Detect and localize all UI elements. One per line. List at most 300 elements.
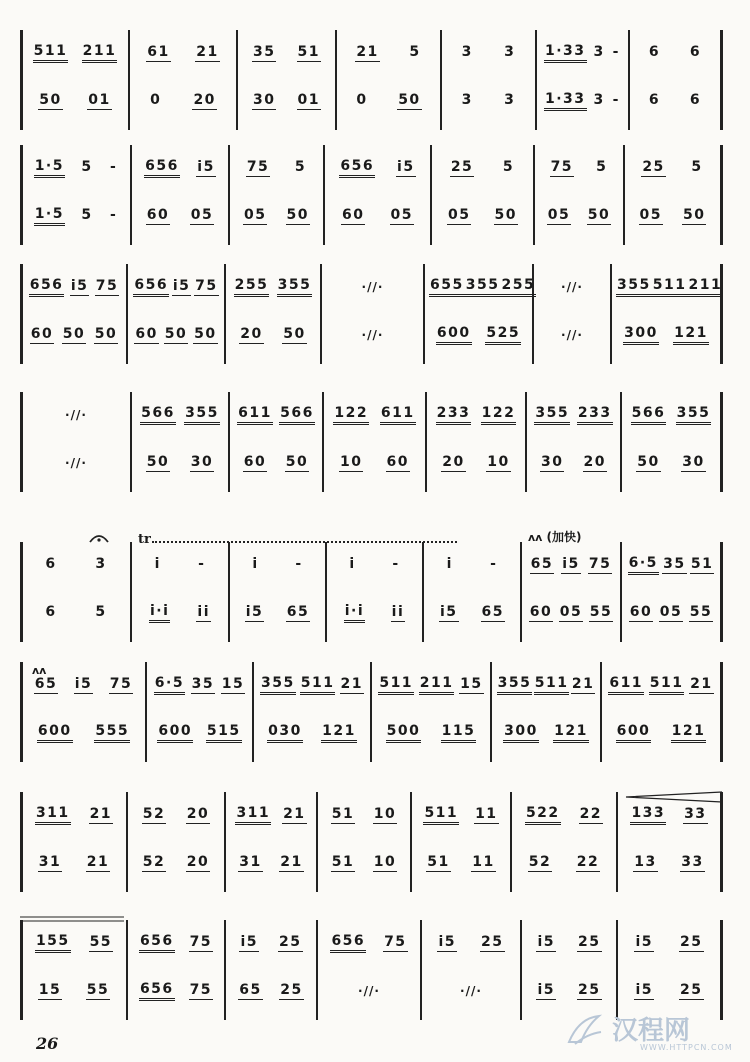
note-group: 566 bbox=[279, 406, 315, 425]
note-group: i5 bbox=[562, 555, 580, 572]
note-group: 10 bbox=[340, 453, 363, 470]
measure bbox=[376, 672, 486, 698]
note-group: 511 bbox=[423, 806, 459, 825]
note-group: 50 bbox=[39, 91, 62, 108]
note-group: 75 bbox=[550, 158, 574, 175]
note-group: 50 bbox=[398, 91, 421, 108]
note-group: 21 bbox=[86, 853, 110, 870]
measure bbox=[326, 274, 419, 300]
note-group: 35 bbox=[191, 675, 215, 692]
note-group: 51 bbox=[331, 853, 355, 870]
note-group: 121 bbox=[673, 326, 709, 345]
note-group: 60 bbox=[135, 325, 158, 342]
upper-voice bbox=[20, 274, 723, 300]
note-group: 25 bbox=[578, 933, 601, 950]
note-group: i5 bbox=[397, 158, 415, 175]
note-group: 60 bbox=[30, 325, 54, 342]
measure bbox=[134, 40, 232, 66]
measure bbox=[136, 450, 224, 476]
note-group: 10 bbox=[373, 853, 397, 870]
note-group: 60 bbox=[629, 603, 653, 620]
note-group: 6 bbox=[689, 92, 702, 108]
measure bbox=[429, 322, 528, 348]
measure bbox=[446, 88, 531, 114]
lower-voice bbox=[20, 450, 720, 476]
note-group: 656 bbox=[339, 159, 375, 178]
note-group: 121 bbox=[553, 724, 589, 743]
measure bbox=[132, 274, 220, 300]
measure bbox=[328, 402, 421, 428]
note-group: 30 bbox=[253, 91, 276, 108]
note-group: 50 bbox=[286, 206, 309, 223]
measure bbox=[26, 155, 126, 181]
note-group: 566 bbox=[140, 406, 176, 425]
note-group: 1·5 bbox=[34, 159, 65, 178]
note-group: 22 bbox=[576, 853, 600, 870]
measure bbox=[496, 720, 596, 746]
note-group: 6·5 bbox=[154, 676, 185, 695]
note-group: 10 bbox=[373, 805, 397, 822]
measure bbox=[242, 40, 331, 66]
note-group: 25 bbox=[279, 933, 302, 950]
measure bbox=[616, 322, 716, 348]
note-group: 21 bbox=[89, 805, 113, 822]
note-group: 50 bbox=[194, 325, 217, 342]
measure bbox=[136, 203, 224, 229]
note-group: 656 bbox=[139, 934, 175, 953]
note-group: i5 bbox=[439, 603, 458, 620]
upper-voice bbox=[20, 155, 720, 181]
measure bbox=[341, 88, 436, 114]
measure bbox=[538, 274, 606, 300]
note-group: 122 bbox=[481, 406, 517, 425]
note-group: i5 bbox=[197, 158, 215, 175]
note-group: 10 bbox=[487, 453, 510, 470]
note-group: 60 bbox=[386, 453, 409, 470]
note-group: 52 bbox=[142, 805, 166, 822]
measure bbox=[230, 850, 312, 876]
note-group: 25 bbox=[680, 981, 703, 998]
score-system bbox=[20, 28, 720, 133]
measure bbox=[539, 155, 619, 181]
measure bbox=[426, 930, 516, 956]
note-group: 01 bbox=[297, 91, 320, 108]
measure bbox=[26, 978, 122, 1004]
note-group: 3 bbox=[593, 44, 605, 60]
note-group: 05 bbox=[448, 206, 471, 223]
upper-voice bbox=[20, 802, 720, 828]
measure bbox=[322, 978, 416, 1004]
note-group: 6 bbox=[45, 556, 57, 572]
note-group: 511 bbox=[534, 676, 570, 695]
measure bbox=[516, 850, 612, 876]
note-group: 60 bbox=[146, 206, 170, 223]
note-group: 50 bbox=[285, 453, 309, 470]
note-group: ii bbox=[197, 603, 210, 620]
measure bbox=[541, 88, 624, 114]
note-group: 515 bbox=[206, 724, 242, 743]
note-group: 65 bbox=[481, 603, 504, 620]
note-group: 5 bbox=[294, 159, 307, 175]
lower-voice bbox=[20, 978, 720, 1004]
measure bbox=[26, 274, 122, 300]
note-group: 355 bbox=[534, 406, 570, 425]
note-group: i5 bbox=[240, 933, 259, 950]
note-group: - bbox=[490, 556, 498, 572]
note-group: i·i bbox=[149, 604, 170, 623]
measure bbox=[132, 978, 220, 1004]
note-group: 6·5 bbox=[628, 556, 659, 575]
note-group: 05 bbox=[244, 206, 267, 223]
trill-line bbox=[152, 541, 457, 543]
note-group: 50 bbox=[62, 325, 86, 342]
note-group: 255 bbox=[500, 278, 536, 297]
lower-voice bbox=[20, 322, 720, 348]
note-group: 300 bbox=[623, 326, 659, 345]
note-group: 30 bbox=[541, 453, 564, 470]
measure bbox=[136, 155, 224, 181]
note-group: 21 bbox=[196, 43, 219, 60]
upper-voice bbox=[20, 672, 720, 698]
note-group: i5 bbox=[74, 675, 93, 692]
note-group: 25 bbox=[680, 933, 703, 950]
tempo-marking bbox=[528, 528, 582, 545]
measure bbox=[26, 322, 122, 348]
barline bbox=[720, 145, 723, 245]
note-group: 0 bbox=[356, 92, 368, 108]
note-group: 5 bbox=[81, 207, 93, 223]
note-group: i5 bbox=[438, 933, 457, 950]
measure bbox=[616, 274, 723, 300]
measure bbox=[516, 802, 612, 828]
repeat-sign: ·//· bbox=[460, 984, 482, 998]
repeat-sign: ·//· bbox=[361, 280, 384, 294]
note-group: 25 bbox=[450, 158, 474, 175]
note-group: 555 bbox=[94, 724, 130, 743]
note-group: 5 bbox=[409, 44, 421, 60]
note-group: 21 bbox=[690, 675, 713, 692]
measure bbox=[539, 203, 619, 229]
note-group: 211 bbox=[419, 676, 455, 695]
note-group: i·i bbox=[344, 604, 365, 623]
measure bbox=[622, 802, 716, 828]
note-group: 355 bbox=[184, 406, 220, 425]
note-group: 511 bbox=[33, 44, 69, 63]
note-group: 31 bbox=[239, 853, 262, 870]
note-group: 33 bbox=[684, 805, 707, 822]
repeat-sign: ·//· bbox=[561, 280, 583, 294]
note-group: 35 bbox=[663, 555, 686, 572]
note-group: i5 bbox=[635, 981, 654, 998]
note-group: 21 bbox=[283, 805, 306, 822]
note-group: 656 bbox=[144, 159, 180, 178]
lower-voice bbox=[20, 850, 720, 876]
note-group: 25 bbox=[481, 933, 504, 950]
note-group: 655 bbox=[429, 278, 465, 297]
note-group: 65 bbox=[239, 981, 262, 998]
note-group: 522 bbox=[525, 806, 561, 825]
note-group: 211 bbox=[687, 278, 723, 297]
note-group: 15 bbox=[221, 675, 245, 692]
note-group: 15 bbox=[460, 675, 483, 692]
measure bbox=[230, 978, 312, 1004]
note-group: 355 bbox=[616, 278, 652, 297]
barline bbox=[720, 542, 723, 642]
note-group: 75 bbox=[195, 277, 218, 294]
note-group: 566 bbox=[631, 406, 667, 425]
note-group: 20 bbox=[186, 853, 210, 870]
measure bbox=[234, 600, 321, 626]
note-group: 75 bbox=[95, 277, 119, 294]
note-group: 11 bbox=[475, 805, 498, 822]
note-group: 50 bbox=[683, 206, 706, 223]
measure bbox=[428, 600, 516, 626]
watermark-logo-icon bbox=[565, 1012, 605, 1048]
measure bbox=[234, 450, 318, 476]
note-group: 600 bbox=[37, 724, 73, 743]
measure bbox=[331, 600, 418, 626]
note-group: i bbox=[446, 556, 453, 572]
note-group: 52 bbox=[528, 853, 552, 870]
measure bbox=[436, 155, 529, 181]
measure bbox=[258, 672, 366, 698]
note-group: 122 bbox=[333, 406, 369, 425]
note-group: 656 bbox=[29, 278, 65, 297]
note-group: 5 bbox=[596, 159, 608, 175]
note-group: 50 bbox=[146, 453, 170, 470]
note-group: i5 bbox=[70, 277, 89, 294]
measure bbox=[541, 40, 624, 66]
note-group: 121 bbox=[321, 724, 357, 743]
measure bbox=[230, 274, 316, 300]
note-group: 6 bbox=[648, 44, 661, 60]
note-group: 25 bbox=[642, 158, 665, 175]
measure bbox=[26, 552, 126, 578]
note-group: - bbox=[392, 556, 400, 572]
measure bbox=[341, 40, 436, 66]
measure bbox=[329, 203, 426, 229]
lower-voice bbox=[20, 203, 720, 229]
measure bbox=[626, 600, 716, 626]
note-group: 355 bbox=[497, 676, 533, 695]
measure bbox=[26, 203, 126, 229]
barline bbox=[720, 30, 723, 130]
score-system bbox=[20, 918, 720, 1023]
score-system bbox=[20, 540, 720, 645]
note-group: 60 bbox=[529, 603, 553, 620]
note-group: 50 bbox=[587, 206, 611, 223]
measure bbox=[526, 552, 616, 578]
note-group: 33 bbox=[681, 853, 704, 870]
note-group: - bbox=[295, 556, 303, 572]
note-group: 3 bbox=[504, 44, 516, 60]
note-group: 15 bbox=[38, 981, 62, 998]
note-group: i bbox=[154, 556, 161, 572]
note-group: 25 bbox=[280, 981, 303, 998]
measure bbox=[26, 450, 126, 476]
note-group: 60 bbox=[342, 206, 365, 223]
watermark-text: 汉程网 bbox=[612, 1016, 691, 1046]
measure bbox=[132, 322, 220, 348]
note-group: 255 bbox=[234, 278, 270, 297]
measure bbox=[416, 850, 506, 876]
note-group: 60 bbox=[243, 453, 267, 470]
upper-voice bbox=[20, 402, 720, 428]
note-group: 51 bbox=[297, 43, 320, 60]
measure bbox=[629, 203, 716, 229]
note-group: 300 bbox=[503, 724, 539, 743]
barline bbox=[720, 792, 723, 892]
note-group: 65 bbox=[530, 555, 554, 572]
note-group: 611 bbox=[237, 406, 273, 425]
note-group: 3 bbox=[504, 92, 516, 108]
note-group: 355 bbox=[465, 278, 501, 297]
barline bbox=[720, 392, 723, 492]
note-group: 20 bbox=[240, 325, 263, 342]
measure bbox=[526, 930, 612, 956]
measure bbox=[132, 850, 220, 876]
measure bbox=[328, 450, 421, 476]
note-group: 525 bbox=[485, 326, 521, 345]
measure bbox=[436, 203, 529, 229]
repeat-sign: ·//· bbox=[561, 328, 583, 342]
measure bbox=[634, 88, 716, 114]
measure bbox=[234, 402, 318, 428]
measure bbox=[151, 672, 248, 698]
note-group: 600 bbox=[436, 326, 472, 345]
measure bbox=[26, 802, 122, 828]
note-group: 50 bbox=[283, 325, 306, 342]
note-group: 3 bbox=[461, 92, 473, 108]
note-group: 3 bbox=[461, 44, 473, 60]
measure bbox=[526, 978, 612, 1004]
note-group: 05 bbox=[659, 603, 683, 620]
note-group: 5 bbox=[81, 159, 93, 175]
crescendo-hairpin bbox=[622, 790, 722, 804]
note-group: 51 bbox=[690, 555, 714, 572]
note-group: i5 bbox=[635, 933, 654, 950]
measure bbox=[531, 402, 616, 428]
note-group: 55 bbox=[689, 603, 713, 620]
note-group: 656 bbox=[330, 934, 366, 953]
note-group: 511 bbox=[300, 676, 336, 695]
measure bbox=[136, 552, 224, 578]
fermata-mark bbox=[88, 530, 110, 544]
note-group: 50 bbox=[637, 453, 660, 470]
note-group: 05 bbox=[390, 206, 413, 223]
note-group: 1·5 bbox=[34, 207, 65, 226]
measure bbox=[322, 850, 406, 876]
note-group: - bbox=[110, 207, 118, 223]
note-group: 01 bbox=[88, 91, 111, 108]
upper-voice bbox=[20, 552, 720, 578]
note-group: 21 bbox=[356, 43, 379, 60]
note-group: 55 bbox=[89, 933, 113, 950]
score-system bbox=[20, 143, 720, 248]
note-group: i5 bbox=[537, 981, 556, 998]
measure bbox=[431, 450, 521, 476]
note-group: 511 bbox=[649, 676, 685, 695]
note-group: 20 bbox=[442, 453, 465, 470]
measure bbox=[626, 552, 716, 578]
note-group: - bbox=[198, 556, 206, 572]
measure bbox=[230, 930, 312, 956]
note-group: 75 bbox=[189, 933, 213, 950]
note-group: 155 bbox=[35, 934, 71, 953]
upper-voice bbox=[20, 930, 720, 956]
note-group: - bbox=[612, 44, 620, 60]
page-number: 26 bbox=[36, 1034, 59, 1053]
note-group: 05 bbox=[559, 603, 583, 620]
repeat-sign: ·//· bbox=[361, 328, 384, 342]
note-group: 31 bbox=[38, 853, 62, 870]
measure bbox=[526, 600, 616, 626]
note-group: 05 bbox=[639, 206, 662, 223]
note-group: 233 bbox=[577, 406, 613, 425]
note-group: 600 bbox=[157, 724, 193, 743]
note-group: 21 bbox=[280, 853, 303, 870]
note-group: 25 bbox=[578, 981, 601, 998]
measure bbox=[134, 88, 232, 114]
note-group: 6 bbox=[45, 604, 57, 620]
note-group: i5 bbox=[172, 277, 191, 294]
measure bbox=[151, 720, 248, 746]
measure bbox=[606, 720, 716, 746]
measure bbox=[626, 402, 716, 428]
measure bbox=[531, 450, 616, 476]
note-group: 50 bbox=[494, 206, 517, 223]
note-group: 13 bbox=[634, 853, 657, 870]
note-group: 355 bbox=[676, 406, 712, 425]
barline bbox=[720, 920, 723, 1020]
note-group: 11 bbox=[472, 853, 495, 870]
note-group: - bbox=[110, 159, 118, 175]
note-group: ii bbox=[391, 603, 405, 620]
mordent-icon: ʌʌ bbox=[32, 664, 47, 677]
note-group: 35 bbox=[253, 43, 276, 60]
measure bbox=[26, 720, 141, 746]
measure bbox=[496, 672, 596, 698]
note-group: 5 bbox=[95, 604, 107, 620]
measure bbox=[626, 450, 716, 476]
measure bbox=[132, 930, 220, 956]
measure bbox=[429, 274, 536, 300]
note-group: 233 bbox=[436, 406, 472, 425]
note-group: 20 bbox=[583, 453, 606, 470]
repeat-sign: ·//· bbox=[65, 408, 87, 422]
note-group: 75 bbox=[588, 555, 612, 572]
measure bbox=[622, 930, 716, 956]
note-group: 50 bbox=[94, 325, 118, 342]
upper-voice bbox=[20, 40, 720, 66]
note-group: 6 bbox=[648, 92, 661, 108]
note-group: 3 bbox=[95, 556, 107, 572]
measure bbox=[26, 40, 124, 66]
note-group: 05 bbox=[190, 206, 214, 223]
measure bbox=[234, 203, 319, 229]
note-group: 133 bbox=[630, 806, 666, 825]
measure bbox=[431, 402, 521, 428]
measure bbox=[136, 600, 224, 626]
note-group: 20 bbox=[193, 91, 216, 108]
note-group: 21 bbox=[340, 675, 363, 692]
mordent-icon: ʌʌ bbox=[528, 531, 543, 544]
measure bbox=[326, 322, 419, 348]
note-group: 115 bbox=[441, 724, 477, 743]
note-group: 1·33 bbox=[544, 92, 587, 111]
note-group: 5 bbox=[691, 159, 703, 175]
note-group: 51 bbox=[331, 805, 355, 822]
